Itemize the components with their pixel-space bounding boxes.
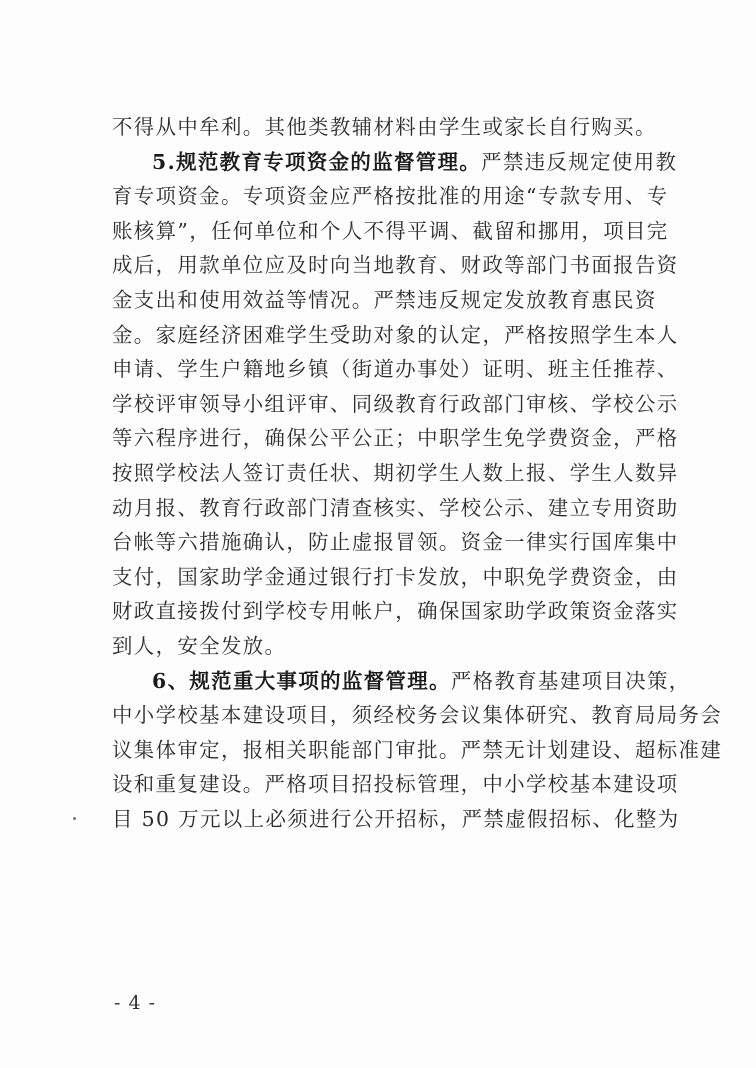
body-text bbox=[112, 110, 723, 836]
line-text: 育专项资金。专项资金应严格按批准的用途“专款专用、专 bbox=[112, 184, 669, 209]
text-line bbox=[112, 698, 723, 733]
line-text: 财政直接拨付到学校专用帐户，确保国家助学政策资金落实 bbox=[112, 599, 679, 624]
text-line bbox=[112, 248, 679, 283]
text-line bbox=[112, 767, 679, 802]
text-line bbox=[112, 387, 679, 422]
page-number: - 4 - bbox=[114, 992, 157, 1014]
line-text: 台帐等六措施确认，防止虚报冒领。资金一律实行国库集中 bbox=[112, 530, 679, 555]
text-line bbox=[112, 421, 679, 456]
line-text: 设和重复建设。严格项目招投标管理，中小学校基本建设项 bbox=[112, 772, 679, 797]
line-text: 严格教育基建项目决策， bbox=[450, 668, 691, 693]
line-text: 支付，国家助学金通过银行打卡发放，中职免学费资金，由 bbox=[112, 564, 679, 589]
line-text: 成后，用款单位应及时向当地教育、财政等部门书面报告资 bbox=[112, 253, 679, 278]
line-text: 金。家庭经济困难学生受助对象的认定，严格按照学生本人 bbox=[112, 322, 679, 347]
text-line bbox=[112, 318, 679, 353]
line-text: 学校评审领导小组评审、同级教育行政部门审核、学校公示 bbox=[112, 391, 679, 416]
text-line bbox=[112, 560, 679, 595]
section-6-heading-line bbox=[112, 664, 691, 699]
line-text: 金支出和使用效益等情况。严禁违反规定发放教育惠民资 bbox=[112, 287, 657, 312]
text-line bbox=[112, 283, 660, 318]
line-text: 议集体审定，报相关职能部门审批。严禁无计划建设、超标准建 bbox=[112, 737, 723, 762]
line-text: 按照学校法人签订责任状、期初学生人数上报、学生人数异 bbox=[112, 460, 679, 485]
line-text: 目 50 万元以上必须进行公开招标，严禁虚假招标、化整为 bbox=[112, 806, 680, 831]
text-line bbox=[112, 802, 680, 837]
line-text: 动月报、教育行政部门清查核实、学校公示、建立专用资助 bbox=[112, 495, 679, 520]
text-line bbox=[112, 733, 723, 768]
text-line bbox=[112, 594, 679, 629]
line-text: 严禁违反规定使用教 bbox=[481, 149, 678, 174]
line-text: 不得从中牟利。其他类教辅材料由学生或家长自行购买。 bbox=[112, 115, 657, 139]
text-line bbox=[112, 110, 660, 145]
text-line bbox=[112, 456, 679, 491]
section-5-heading-line bbox=[112, 145, 678, 180]
line-text: 中小学校基本建设项目，须经校务会议集体研究、教育局局务会 bbox=[112, 703, 723, 728]
text-line bbox=[112, 629, 660, 664]
text-line bbox=[112, 179, 669, 214]
text-line bbox=[112, 214, 669, 249]
text-line bbox=[112, 525, 679, 560]
section-6-heading: 6、规范重大事项的监督管理。 bbox=[152, 668, 451, 693]
text-line bbox=[112, 491, 679, 526]
text-line bbox=[112, 352, 679, 387]
scan-speck bbox=[73, 817, 76, 820]
line-text: 等六程序进行，确保公平公正；中职学生免学费资金，严格 bbox=[112, 426, 679, 451]
line-text: 申请、学生户籍地乡镇（街道办事处）证明、班主任推荐、 bbox=[112, 357, 679, 382]
line-text: 到人，安全发放。 bbox=[112, 633, 287, 658]
line-text: 账核算”，任何单位和个人不得平调、截留和挪用，项目完 bbox=[112, 218, 669, 243]
section-5-heading: 5.规范教育专项资金的监督管理。 bbox=[152, 149, 482, 174]
